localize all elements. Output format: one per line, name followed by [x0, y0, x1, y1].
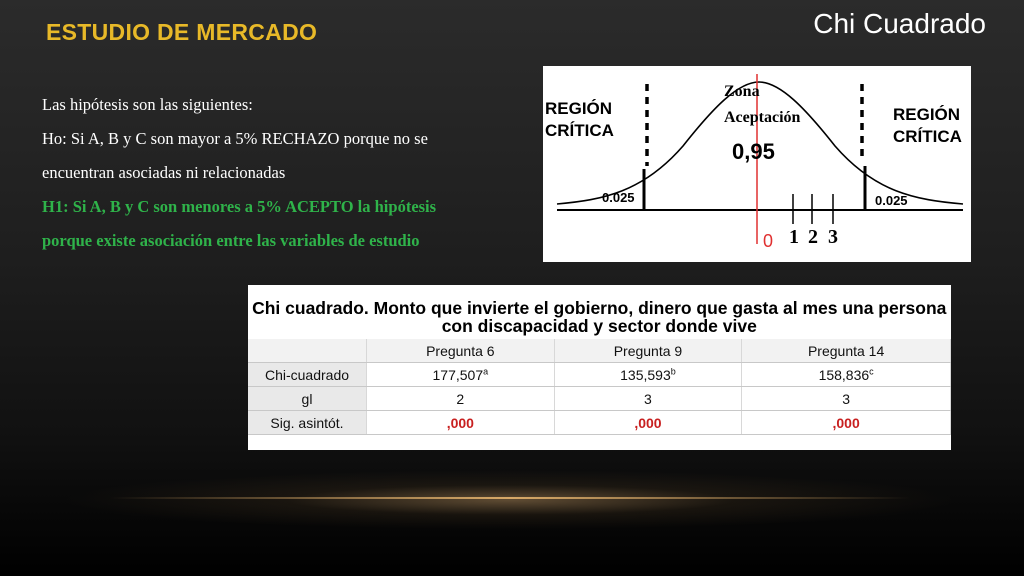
mark-label-2: 2 — [808, 226, 818, 248]
h0-line-1: Ho: Si A, B y C son mayor a 5% RECHAZO porque no se — [42, 129, 428, 148]
left-region-label-1: REGIÓN — [545, 99, 613, 118]
table-row — [248, 387, 951, 411]
column-header: Pregunta 9 — [554, 339, 742, 363]
row-label: Chi-cuadrado — [248, 363, 367, 387]
table-caption-line-2: con discapacidad y sector donde vive — [441, 316, 757, 336]
table-caption-line-1: Chi cuadrado. Monto que invierte el gobierno, dinero que gasta al mes una persona — [252, 298, 947, 318]
table-cell — [554, 363, 742, 387]
header-corner — [248, 339, 367, 363]
mark-label-1: 1 — [789, 226, 799, 248]
right-tail-label: 0.025 — [875, 193, 908, 208]
column-header: Pregunta 6 — [367, 339, 555, 363]
zero-label: 0 — [763, 231, 774, 251]
cell-footnote: c — [869, 365, 874, 376]
right-region-label-1: REGIÓN — [893, 105, 961, 124]
center-value: 0,95 — [732, 139, 775, 164]
bottom-glow — [60, 470, 960, 530]
table-row — [248, 363, 951, 387]
row-label: Sig. asintót. — [248, 411, 367, 435]
h1-line-2: porque existe asociación entre las variables de estudio — [42, 231, 420, 250]
hypotheses-intro: Las hipótesis son las siguientes: — [42, 95, 253, 114]
table-cell: 3 — [742, 387, 951, 411]
cell-value: 158,836 — [818, 366, 870, 383]
mark-label-3: 3 — [828, 226, 838, 248]
slide-title: Chi Cuadrado — [813, 8, 986, 39]
significance-cell: ,000 — [742, 411, 951, 435]
table-cell: 2 — [367, 387, 555, 411]
distribution-graph — [543, 66, 971, 262]
left-tail-label: 0.025 — [602, 190, 635, 205]
cell-footnote: b — [670, 365, 676, 376]
significance-cell: ,000 — [367, 411, 555, 435]
left-region-label-2: CRÍTICA — [545, 121, 614, 140]
table-caption — [248, 285, 951, 339]
chi-square-table — [248, 285, 951, 450]
results-table — [248, 285, 951, 435]
bottom-glow-line — [110, 497, 910, 499]
zone-label-2: Aceptación — [724, 109, 801, 126]
zone-label-1: Zona — [724, 83, 760, 100]
cell-value: 177,507 — [432, 366, 484, 383]
table-cell: 3 — [554, 387, 742, 411]
cell-footnote: a — [483, 365, 489, 376]
table-row — [248, 411, 951, 435]
right-region-label-2: CRÍTICA — [893, 127, 962, 146]
cell-value: 135,593 — [620, 366, 671, 383]
bell-curve-figure — [543, 66, 971, 262]
section-title: ESTUDIO DE MERCADO — [46, 19, 318, 45]
table-header-row — [248, 339, 951, 363]
h1-line-1: H1: Si A, B y C son menores a 5% ACEPTO la hipótesis — [42, 197, 437, 216]
table-cell — [367, 363, 555, 387]
h0-line-2: encuentran asociadas ni relacionadas — [42, 163, 286, 182]
row-label: gl — [248, 387, 367, 411]
table-cell — [742, 363, 951, 387]
column-header: Pregunta 14 — [742, 339, 951, 363]
significance-cell: ,000 — [554, 411, 742, 435]
hypotheses-text — [42, 88, 522, 258]
